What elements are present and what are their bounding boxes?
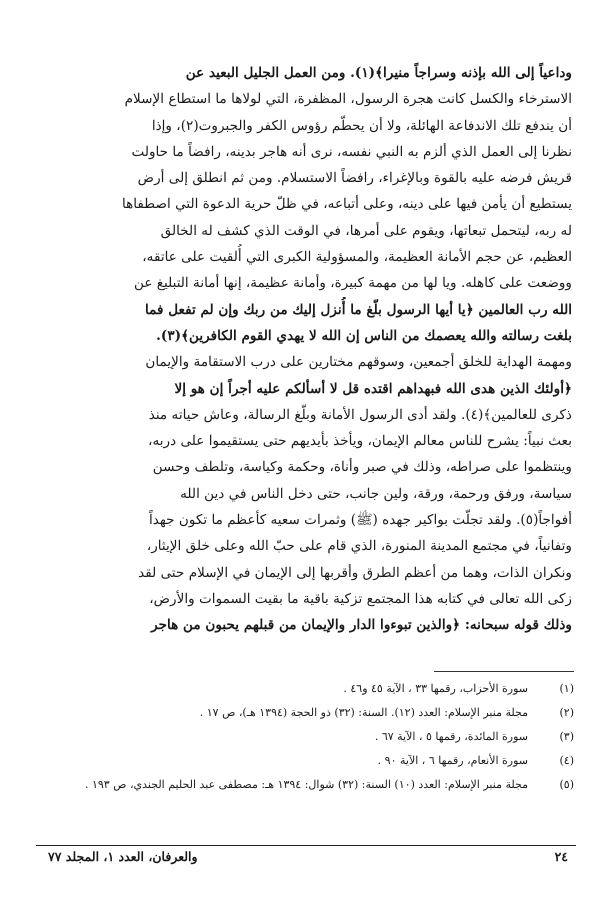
page-footer: [36, 849, 576, 869]
footnote-text: مجلة منبر الإسلام: العدد (١٢). السنة: (٣٢) ذو الحجة (١٣٩٤ هـ)، ص ١٧ .: [199, 706, 528, 719]
body-line: وينتظموا على صراطه، وذلك في صبر وأناة، وحكمة وكياسة، وتلطف وحسن: [152, 459, 572, 476]
footer-rule: [36, 845, 576, 846]
footnote-item: [36, 777, 576, 792]
body-line: ونكران الذات، وهما من أعظم الطرق وأقربها إلى الإيمان في الإسلام حتى لقد: [138, 564, 572, 581]
footnote-number: (٤): [559, 754, 574, 767]
body-line: وتفانياً، في مجتمع المدينة المنورة، الذي قام على حبّ الله وعلى خلق الإيثار،: [146, 538, 572, 555]
footnote-text: مجلة منبر الإسلام: العدد (١٠) السنة: (٣٢) شوال: ١٣٩٤ هـ: مصطفى عبد الحليم الجندي، ص ١٩٣ .: [84, 778, 528, 791]
footnote-item: [36, 753, 576, 768]
body-line: أفواجاً(٥). ولقد تجلّت بواكير جهده (ﷺ) وثمرات سعيه كأعظم ما تكون جهداً: [149, 512, 572, 529]
body-line: سياسة، ورفق ورحمة، ورقة، ولين جانب، حتى دخل الناس في دين الله: [180, 485, 572, 502]
body-line: أن يندفع تلك الاندفاعة الهائلة، ولا أن يحطّم رؤوس الكفر والجبروت(٢)، وإذا: [151, 117, 572, 134]
footnote-item: [36, 729, 576, 744]
body-line: الاسترخاء والكسل كانت هجرة الرسول، المظفرة، التي لولاها ما استطاع الإسلام: [124, 91, 572, 108]
page-number: ٢٤: [554, 849, 568, 864]
footnote-text: سورة الأنعام، رقمها ٦ ، الآية ٩٠ .: [377, 754, 528, 767]
body-line: ذكرى للعالمين﴾(٤). ولقد أدى الرسول الأمانة وبلّغ الرسالة، وعاش حياته منذ: [148, 406, 572, 423]
body-line: زكى الله تعالى في كتابه هذا المجتمع تزكية باقية ما بقيت السموات والأرض،: [149, 590, 572, 607]
body-text: [42, 60, 572, 639]
footnote-number: (٣): [559, 730, 574, 743]
body-line: له ربه، ليتحمل تبعاتها، ويقوم على أمرها، في الوقت الذي كشف له الخالق: [160, 222, 572, 239]
body-line: الله رب العالمين ﴿يا أيها الرسول بلّغ ما أُنزل إليك من ربك وإن لم تفعل فما: [144, 301, 572, 318]
footnote-number: (٢): [559, 706, 574, 719]
footnote-item: [36, 705, 576, 720]
journal-title: والعرفان، العدد ١، المجلد ٧٧: [48, 849, 198, 864]
body-line: ﴿أولئك الذين هدى الله فبهداهم اقتده قل لا أسألكم عليه أجراً إن هو إلا: [174, 380, 572, 397]
body-line: ومهمة الهداية للخلق أجمعين، وسوقهم مختارين على درب الاستقامة والإيمان: [145, 354, 572, 371]
footnotes: [36, 681, 576, 801]
footnote-number: (٥): [559, 778, 574, 791]
body-line: قريش فرضه عليه بالقوة وبالإغراء، رافضاً الاستسلام. ومن ثم انطلق إلى أرض: [137, 170, 572, 187]
body-line: نظرنا إلى العمل الذي ألزم به النبي نفسه، نرى أنه هاجر بدينه، رافضاً ما حاولت: [131, 143, 572, 160]
body-line: وذلك قوله سبحانه: ﴿والذين تبوءوا الدار والإيمان من قبلهم يحبون من هاجر: [151, 617, 572, 634]
body-line: وداعياً إلى الله بإذنه وسراجاً منيرا﴾(١). ومن العمل الجليل البعيد عن: [185, 65, 572, 81]
body-line: بعث نبياً: يشرح للناس معالم الإيمان، ويأخذ بأيديهم حتى يستقيموا على دربه،: [148, 433, 572, 450]
footnote-separator: [434, 671, 574, 672]
footnote-text: سورة الأحزاب، رقمها ٣٣ ، الآية ٤٥ و٤٦ .: [343, 682, 528, 695]
body-line: العظيم، عن حجم الأمانة العظيمة، والمسؤولية الكبرى التي أُلقيت على عاتقه،: [142, 249, 572, 266]
body-line: يستطيع أن يأمن فيها على دينه، وعلى أتباعه، في ظلّ حرية الدعوة التي اصطفاها: [121, 196, 572, 213]
footnote-number: (١): [559, 682, 574, 695]
footnote-item: [36, 681, 576, 696]
body-line: بلغت رسالته والله يعصمك من الناس إن الله لا يهدي القوم الكافرين﴾(٣).: [156, 327, 572, 344]
body-line: ووضعت على كاهله. ويا لها من مهمة كبيرة، وأمانة عظيمة، إنها أمانة التبليغ عن: [133, 275, 572, 292]
footnote-text: سورة المائدة، رقمها ٥ ، الآية ٦٧ .: [374, 730, 528, 743]
